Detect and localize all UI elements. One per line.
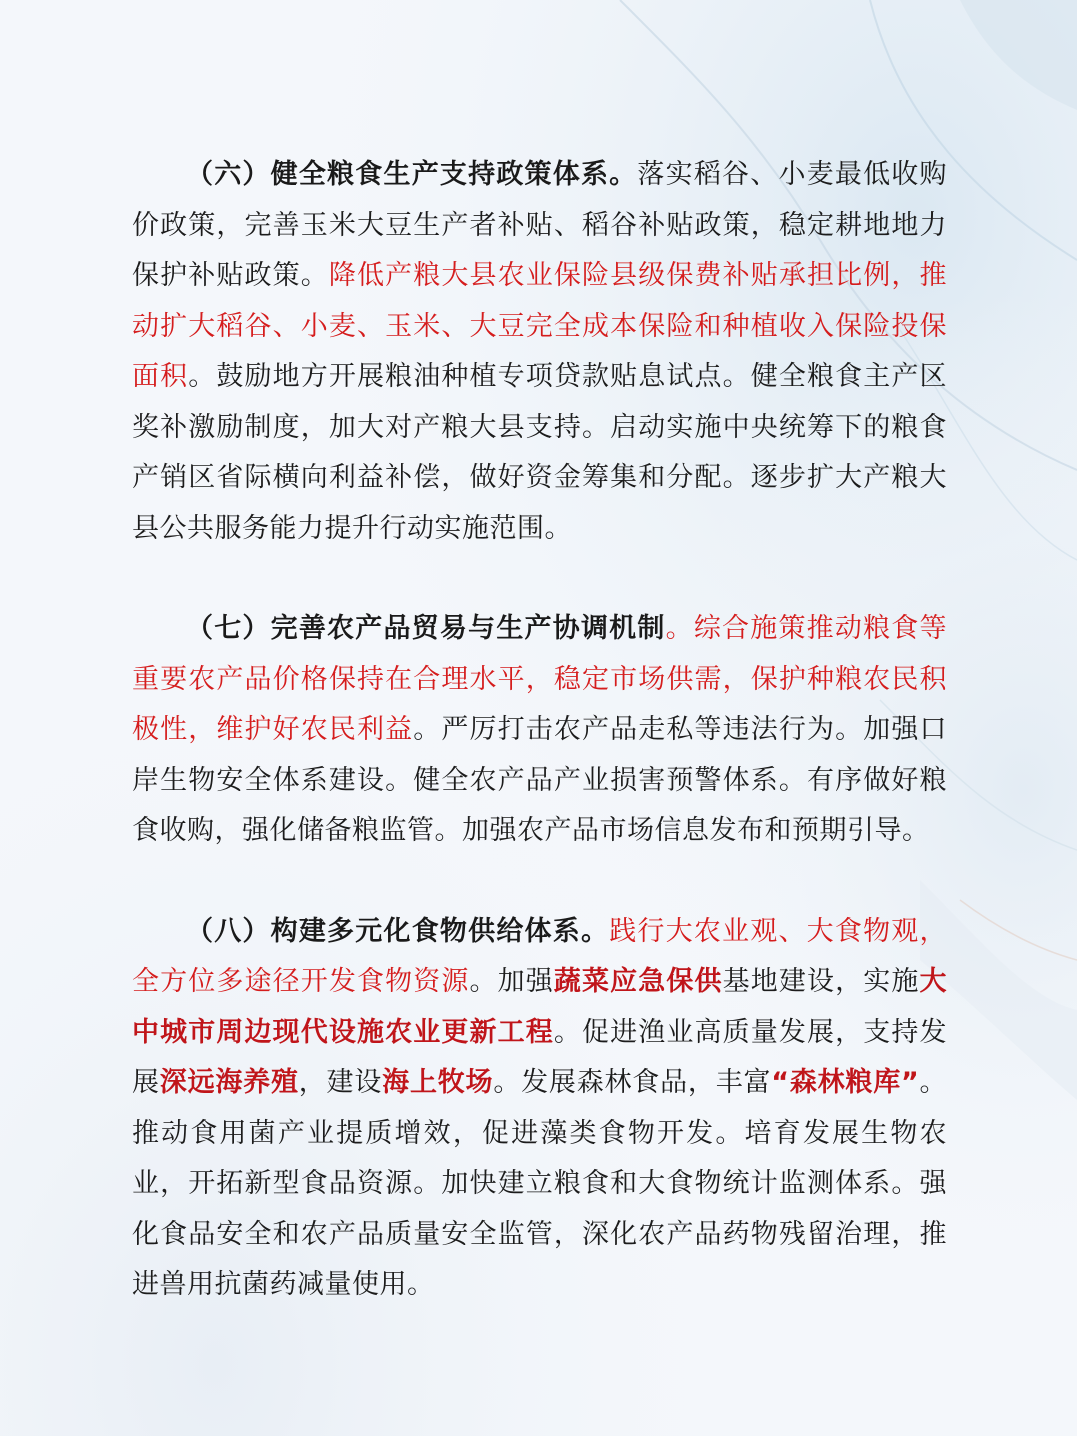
body-text: 。加强 <box>469 966 554 997</box>
body-text: ，建设 <box>298 1067 383 1098</box>
paragraph-7 <box>132 604 947 857</box>
highlight-text: 践行大农业观、大食物观，全方位多途径开发食物资源 <box>132 915 948 997</box>
emphasis-text: 大中城市周边现代设施农业更新工程 <box>132 966 947 1048</box>
emphasis-text: 深远海养殖 <box>159 1067 299 1098</box>
paragraph-6 <box>132 150 947 554</box>
emphasis-text: “森林粮库” <box>771 1067 920 1098</box>
body-text: 。严厉打击农产品走私等违法行为。加强口岸生物安全体系建设。健全农产品产业损害预警体系。有序做好粮食收购，强化储备粮监管。加强农产品市场信息发布和预期引导。 <box>132 714 947 846</box>
body-text: 。鼓励地方开展粮油种植专项贷款贴息试点。健全粮食主产区奖补激励制度，加大对产粮大县支持。启动实施中央统筹下的粮食产销区省际横向利益补偿，做好资金筹集和分配。逐步扩大产粮大县公共服务能力提升行动实施范围。 <box>132 361 947 544</box>
body-text: 。推动食用菌产业提质增效，促进藻类食物开发。培育发展生物农业，开拓新型食品资源。加快建立粮食和大食物统计监测体系。强化食品安全和农产品质量安全监管，深化农产品药物残留治理，推进兽用抗菌药减量使用。 <box>132 1067 948 1300</box>
heading-7: （七）完善农产品贸易与生产协调机制 <box>186 613 666 644</box>
body-text: 基地建设，实施 <box>722 966 920 997</box>
body-text: 。促进渔业高质量发展，支持发展 <box>132 1016 947 1098</box>
highlight-text: 降低产粮大县农业保险县级保费补贴承担比例，推动扩大稻谷、小麦、玉米、大豆完全成本保险和种植收入保险投保面积 <box>132 260 947 392</box>
emphasis-text: 蔬菜应急保供 <box>553 966 723 997</box>
emphasis-text: 海上牧场 <box>382 1067 494 1098</box>
body-text: 。发展森林食品，丰富 <box>493 1067 772 1098</box>
heading-6: （六）健全粮食生产支持政策体系。 <box>186 159 638 190</box>
body-text: 落实稻谷、小麦最低收购价政策，完善玉米大豆生产者补贴、稻谷补贴政策，稳定耕地地力保护补贴政策。 <box>132 159 948 291</box>
paragraph-8 <box>132 907 947 1311</box>
article-body <box>132 150 947 1361</box>
heading-8: （八）构建多元化食物供给体系。 <box>186 915 610 947</box>
highlight-text: 。综合施策推动粮食等重要农产品价格保持在合理水平，稳定市场供需，保护种粮农民积极性，维护好农民利益 <box>132 613 948 745</box>
